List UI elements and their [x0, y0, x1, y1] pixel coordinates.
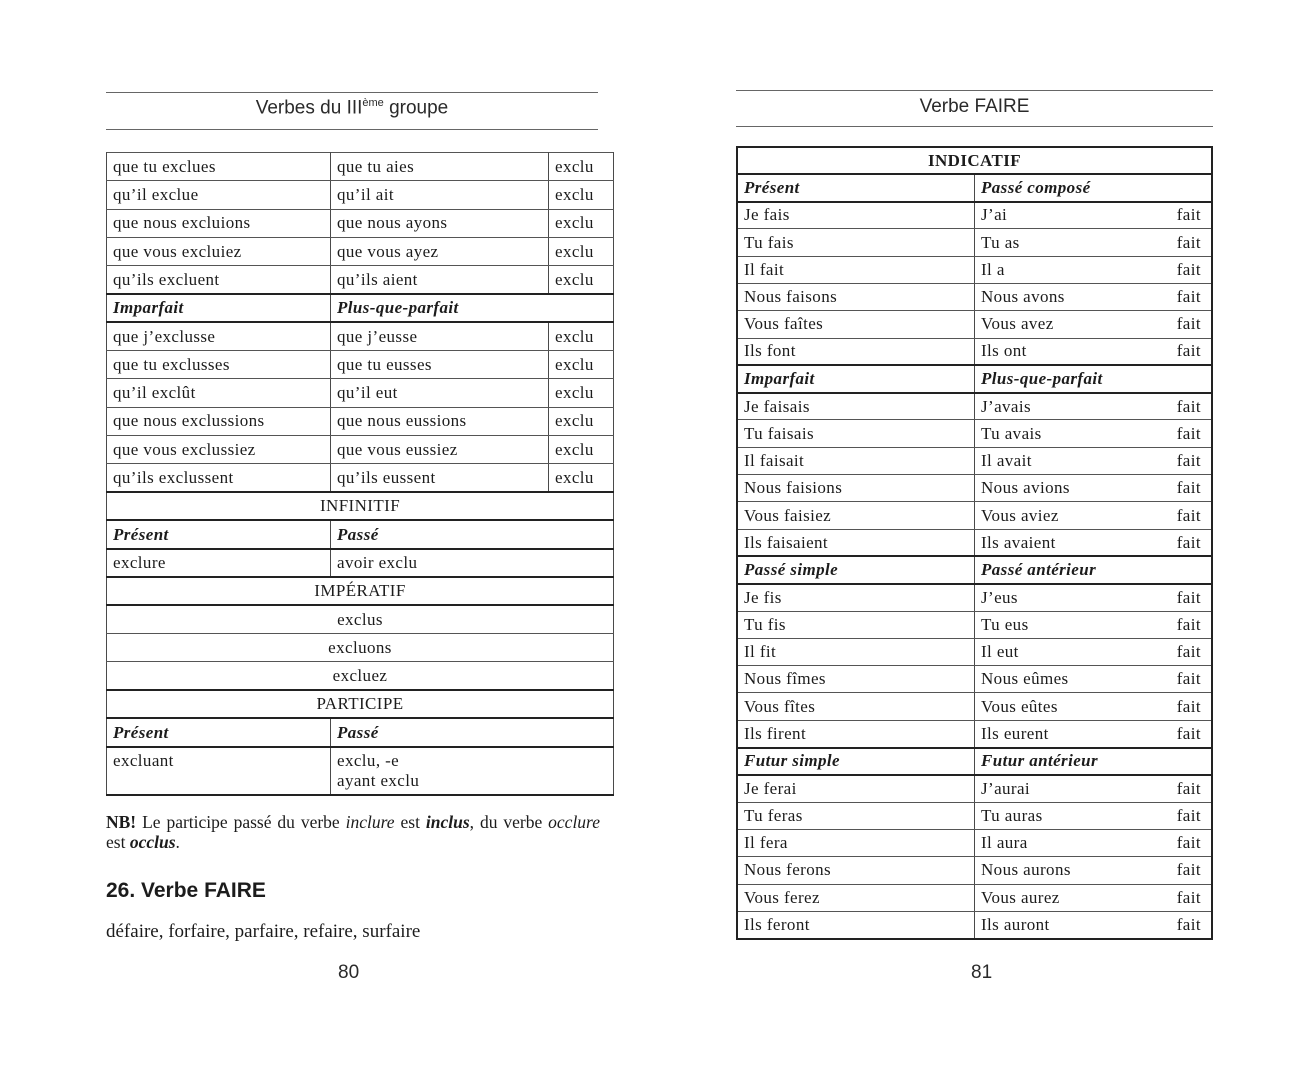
cell-aux: Il avait: [981, 450, 1032, 470]
cell-aux: Ils eurent: [981, 723, 1049, 743]
table-row: [107, 549, 614, 577]
cell-aux: Il aura: [981, 833, 1028, 853]
note-verb: inclure: [345, 812, 395, 832]
table-row: [737, 529, 1212, 556]
cell-compose: [975, 502, 1213, 529]
tense-header-row: [107, 718, 614, 746]
cell-simple: Je fis: [737, 584, 975, 611]
table-row: [107, 266, 614, 294]
cell-simple: Ils firent: [737, 720, 975, 747]
table-row: [737, 802, 1212, 829]
derivatives-list: défaire, forfaire, parfaire, refaire, surfaire: [106, 921, 421, 942]
table-row: [737, 775, 1212, 802]
cell-simple: Tu faisais: [737, 420, 975, 447]
cell-aux: Vous avez: [981, 314, 1054, 334]
table-row: [737, 829, 1212, 856]
cell-participle: fait: [1176, 478, 1201, 498]
cell-participle: exclu: [549, 209, 614, 237]
cell-aux: Nous avons: [981, 287, 1065, 307]
table-row: [737, 720, 1212, 747]
cell-compose: [975, 911, 1213, 938]
cell-compose: [975, 638, 1213, 665]
cell-aux: Vous eûtes: [981, 696, 1058, 716]
cell-compose: [975, 884, 1213, 911]
cell-simple: Nous faisions: [737, 475, 975, 502]
tense-label-simple: Passé simple: [737, 556, 975, 583]
tense-label-present: Présent: [107, 520, 331, 548]
cell-participle: fait: [1176, 778, 1201, 798]
tense-label-compose: Plus-que-parfait: [331, 294, 614, 322]
tense-header-row: [107, 520, 614, 548]
table-row: [107, 181, 614, 209]
mood-title-row: [107, 690, 614, 718]
cell-aux: qu’il eut: [331, 379, 549, 407]
cell-aux: qu’il ait: [331, 181, 549, 209]
cell-compose: [975, 338, 1213, 365]
participe-passe: [331, 747, 614, 795]
imperatif-form: exclus: [107, 605, 614, 633]
cell-participle: exclu: [549, 153, 614, 181]
left-page: [0, 0, 650, 1080]
indicatif-table: [736, 146, 1213, 940]
subjonctif-table: [106, 152, 614, 796]
cell-compose: [975, 393, 1213, 420]
cell-aux: Tu eus: [981, 614, 1029, 634]
cell-simple: Tu fais: [737, 229, 975, 256]
infinitif-present: exclure: [107, 549, 331, 577]
cell-compose: [975, 720, 1213, 747]
cell-participle: exclu: [549, 181, 614, 209]
cell-simple: Tu fis: [737, 611, 975, 638]
cell-aux: J’aurai: [981, 778, 1031, 798]
cell-compose: [975, 829, 1213, 856]
table-row: [107, 351, 614, 379]
cell-simple: que nous exclussions: [107, 407, 331, 435]
cell-aux: J’avais: [981, 396, 1032, 416]
cell-compose: [975, 202, 1213, 229]
cell-aux: Il a: [981, 259, 1005, 279]
header-text: Verbes du III: [255, 97, 363, 119]
participe-passe-line: exclu, -e: [337, 750, 400, 770]
cell-simple: Ils faisaient: [737, 529, 975, 556]
cell-compose: [975, 283, 1213, 310]
note-verb: occlure: [548, 812, 600, 832]
cell-participle: fait: [1176, 287, 1201, 307]
cell-simple: qu’ils exclussent: [107, 464, 331, 492]
table-row: [107, 237, 614, 265]
cell-aux: Tu auras: [981, 805, 1043, 825]
cell-aux: que vous ayez: [331, 237, 549, 265]
tense-label-simple: Imparfait: [737, 365, 975, 392]
table-row: [737, 475, 1212, 502]
tense-label-simple: Futur simple: [737, 748, 975, 775]
table-row: [107, 464, 614, 492]
cell-simple: Nous faisons: [737, 283, 975, 310]
cell-aux: Ils avaient: [981, 532, 1056, 552]
table-row: [737, 202, 1212, 229]
cell-participle: exclu: [549, 407, 614, 435]
header-bottom-rule: [106, 129, 598, 130]
mood-title-indicatif: INDICATIF: [737, 147, 1212, 174]
cell-participle: exclu: [549, 464, 614, 492]
header-bottom-rule: [736, 126, 1213, 127]
imperatif-form: excluons: [107, 634, 614, 662]
cell-aux: J’eus: [981, 587, 1018, 607]
participe-present: excluant: [107, 747, 331, 795]
cell-participle: fait: [1176, 232, 1201, 252]
cell-simple: Vous faîtes: [737, 311, 975, 338]
page-header: [106, 97, 598, 119]
mood-title-row: [107, 492, 614, 520]
cell-participle: fait: [1176, 505, 1201, 525]
cell-simple: Il fera: [737, 829, 975, 856]
cell-aux: J’ai: [981, 205, 1008, 225]
cell-simple: Je faisais: [737, 393, 975, 420]
cell-simple: Vous ferez: [737, 884, 975, 911]
tense-label-compose: Passé composé: [975, 174, 1213, 201]
cell-aux: Nous avions: [981, 478, 1070, 498]
tense-label-simple: Présent: [737, 174, 975, 201]
cell-aux: que j’eusse: [331, 322, 549, 350]
cell-aux: que vous eussiez: [331, 435, 549, 463]
cell-aux: que nous eussions: [331, 407, 549, 435]
cell-participle: fait: [1176, 259, 1201, 279]
cell-participle: fait: [1176, 833, 1201, 853]
table-row: [737, 229, 1212, 256]
cell-compose: [975, 666, 1213, 693]
table-row: [737, 884, 1212, 911]
cell-aux: Ils ont: [981, 341, 1027, 361]
cell-simple: Vous faisiez: [737, 502, 975, 529]
mood-title-participe: PARTICIPE: [107, 690, 614, 718]
section-title: 26. Verbe FAIRE: [106, 879, 266, 902]
cell-simple: Vous fîtes: [737, 693, 975, 720]
cell-participle: exclu: [549, 237, 614, 265]
cell-aux: Il eut: [981, 641, 1019, 661]
cell-participle: fait: [1176, 341, 1201, 361]
cell-aux: qu’ils eussent: [331, 464, 549, 492]
table-row: [107, 209, 614, 237]
cell-participle: fait: [1176, 887, 1201, 907]
cell-aux: Tu as: [981, 232, 1020, 252]
imperatif-form: excluez: [107, 662, 614, 690]
cell-compose: [975, 802, 1213, 829]
cell-participle: fait: [1176, 641, 1201, 661]
tense-header-row: [107, 294, 614, 322]
cell-participle: fait: [1176, 696, 1201, 716]
cell-aux: Ils auront: [981, 914, 1050, 934]
cell-aux: Nous aurons: [981, 860, 1071, 880]
tense-label-simple: Imparfait: [107, 294, 331, 322]
cell-participle: fait: [1176, 423, 1201, 443]
table-row: [737, 693, 1212, 720]
note-participle: occlus: [129, 832, 176, 852]
cell-simple: Nous ferons: [737, 857, 975, 884]
table-row: [737, 911, 1212, 938]
cell-simple: Je fais: [737, 202, 975, 229]
nb-label: NB!: [106, 812, 137, 832]
cell-simple: Ils feront: [737, 911, 975, 938]
header-top-rule: [106, 92, 598, 93]
cell-compose: [975, 475, 1213, 502]
cell-compose: [975, 529, 1213, 556]
tense-label-passe: Passé: [331, 718, 614, 746]
cell-simple: que vous exclussiez: [107, 435, 331, 463]
cell-participle: fait: [1176, 396, 1201, 416]
cell-aux: Tu avais: [981, 423, 1042, 443]
nb-note: [106, 812, 600, 852]
cell-aux: que tu eusses: [331, 351, 549, 379]
cell-compose: [975, 611, 1213, 638]
note-text: .: [175, 832, 180, 852]
participe-passe-line: ayant exclu: [337, 770, 420, 790]
cell-compose: [975, 857, 1213, 884]
table-row: [107, 634, 614, 662]
cell-participle: fait: [1176, 614, 1201, 634]
cell-participle: fait: [1176, 587, 1201, 607]
header-superscript: ème: [362, 97, 384, 109]
cell-compose: [975, 256, 1213, 283]
cell-compose: [975, 693, 1213, 720]
cell-participle: exclu: [549, 351, 614, 379]
cell-simple: Il fait: [737, 256, 975, 283]
cell-simple: qu’il exclût: [107, 379, 331, 407]
table-row: [107, 747, 614, 795]
cell-compose: [975, 447, 1213, 474]
cell-aux: que nous ayons: [331, 209, 549, 237]
cell-compose: [975, 775, 1213, 802]
page-number: 81: [971, 962, 993, 983]
cell-aux: Vous aviez: [981, 505, 1059, 525]
cell-simple: Tu feras: [737, 802, 975, 829]
page-header: Verbe FAIRE: [919, 96, 1030, 117]
cell-simple: Nous fîmes: [737, 666, 975, 693]
cell-aux: qu’ils aient: [331, 266, 549, 294]
table-row: [107, 435, 614, 463]
cell-simple: que tu exclues: [107, 153, 331, 181]
cell-compose: [975, 229, 1213, 256]
cell-participle: fait: [1176, 450, 1201, 470]
cell-simple: que tu exclusses: [107, 351, 331, 379]
cell-participle: fait: [1176, 669, 1201, 689]
mood-title-row: [107, 577, 614, 605]
cell-simple: Je ferai: [737, 775, 975, 802]
cell-participle: fait: [1176, 205, 1201, 225]
mood-title-row: [737, 147, 1212, 174]
cell-compose: [975, 584, 1213, 611]
cell-participle: exclu: [549, 435, 614, 463]
cell-simple: Ils font: [737, 338, 975, 365]
note-text: Le participe passé du verbe: [136, 812, 346, 832]
table-row: [737, 447, 1212, 474]
note-text: est: [394, 812, 426, 832]
tense-label-compose: Plus-que-parfait: [975, 365, 1213, 392]
header-text-suffix: groupe: [383, 97, 449, 119]
table-row: [107, 407, 614, 435]
table-row: [737, 584, 1212, 611]
tense-header-row: [737, 556, 1212, 583]
tense-label-passe: Passé: [331, 520, 614, 548]
cell-participle: exclu: [549, 322, 614, 350]
table-row: [107, 662, 614, 690]
table-row: [107, 605, 614, 633]
cell-aux: Nous eûmes: [981, 669, 1069, 689]
cell-simple: que j’exclusse: [107, 322, 331, 350]
cell-participle: fait: [1176, 860, 1201, 880]
header-top-rule: [736, 90, 1213, 91]
mood-title-infinitif: INFINITIF: [107, 492, 614, 520]
cell-aux: Vous aurez: [981, 887, 1060, 907]
table-row: [737, 666, 1212, 693]
cell-simple: que vous excluiez: [107, 237, 331, 265]
cell-simple: Il fit: [737, 638, 975, 665]
table-row: [737, 393, 1212, 420]
note-text: est: [106, 832, 130, 852]
note-text: , du verbe: [469, 812, 549, 832]
cell-participle: exclu: [549, 266, 614, 294]
cell-participle: fait: [1176, 314, 1201, 334]
cell-participle: fait: [1176, 914, 1201, 934]
right-page: [651, 0, 1302, 1080]
cell-participle: exclu: [549, 379, 614, 407]
table-row: [737, 420, 1212, 447]
tense-label-compose: Passé antérieur: [975, 556, 1213, 583]
table-row: [737, 338, 1212, 365]
table-row: [737, 283, 1212, 310]
cell-participle: fait: [1176, 805, 1201, 825]
cell-simple: que nous excluions: [107, 209, 331, 237]
table-row: [737, 857, 1212, 884]
table-row: [737, 256, 1212, 283]
table-row: [107, 322, 614, 350]
table-row: [107, 153, 614, 181]
tense-header-row: [737, 365, 1212, 392]
tense-label-present: Présent: [107, 718, 331, 746]
cell-compose: [975, 420, 1213, 447]
table-row: [737, 311, 1212, 338]
cell-participle: fait: [1176, 532, 1201, 552]
table-row: [737, 638, 1212, 665]
cell-simple: qu’ils excluent: [107, 266, 331, 294]
cell-simple: Il faisait: [737, 447, 975, 474]
cell-compose: [975, 311, 1213, 338]
cell-participle: fait: [1176, 723, 1201, 743]
mood-title-imperatif: IMPÉRATIF: [107, 577, 614, 605]
infinitif-passe: avoir exclu: [331, 549, 614, 577]
tense-header-row: [737, 748, 1212, 775]
table-row: [107, 379, 614, 407]
page-number: 80: [338, 962, 360, 983]
tense-label-compose: Futur antérieur: [975, 748, 1213, 775]
table-row: [737, 502, 1212, 529]
note-participle: inclus: [425, 812, 470, 832]
cell-aux: que tu aies: [331, 153, 549, 181]
cell-simple: qu’il exclue: [107, 181, 331, 209]
table-row: [737, 611, 1212, 638]
tense-header-row: [737, 174, 1212, 201]
